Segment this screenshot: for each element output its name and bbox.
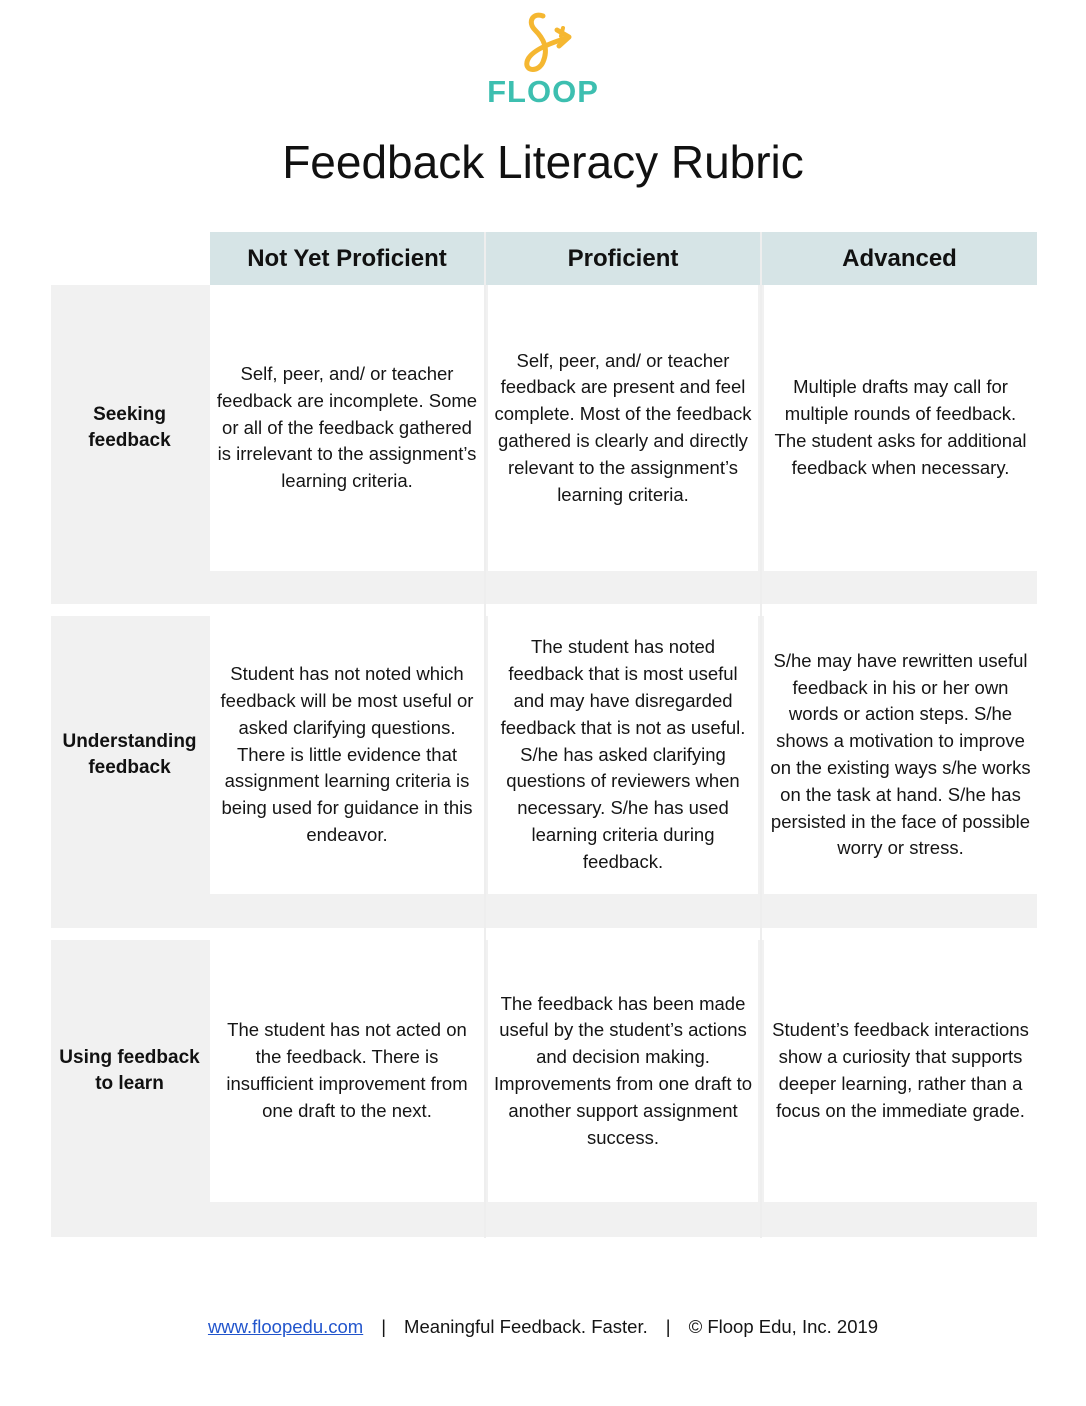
page-title: Feedback Literacy Rubric [282, 136, 804, 188]
footer-tagline: Meaningful Feedback. Faster. [404, 1316, 648, 1337]
column-header-not-yet-proficient: Not Yet Proficient [210, 232, 484, 285]
row-label-seeking-feedback: Seeking feedback [88, 404, 171, 451]
footer-copyright: © Floop Edu, Inc. 2019 [688, 1316, 879, 1337]
footer-separator: | [665, 1316, 671, 1337]
cell-seeking-not-yet-proficient: Self, peer, and/ or teacher feedback are incomplete. Some or all of the feedback gathered is irrelevant to the assignment’s learning criteria. [210, 285, 484, 571]
cell-understanding-not-yet-proficient: Student has not noted which feedback will be most useful or asked clarifying questions. There is little evidence that assignment learning criteria is being used for guidance in this endeavor. [210, 616, 484, 894]
website-link[interactable]: www.floopedu.com [207, 1316, 364, 1337]
cell-seeking-advanced: Multiple drafts may call for multiple rounds of feedback. The student asks for additional feedback when necessary. [764, 285, 1037, 571]
cell-seeking-proficient: Self, peer, and/ or teacher feedback are present and feel complete. Most of the feedback gathered is clearly and directly relevant to the assignment’s learning criteria. [488, 285, 758, 571]
row-label-understanding-feedback: Understanding feedback [62, 731, 197, 778]
row-label-using-feedback-to-learn: Using feedback to learn [59, 1047, 200, 1094]
cell-using-proficient: The feedback has been made useful by the student’s actions and decision making. Improvements from one draft to another support assignment success. [488, 940, 758, 1202]
footer-separator: | [381, 1316, 387, 1337]
column-header-proficient: Proficient [486, 232, 760, 285]
brand-name: FLOOP [487, 74, 599, 109]
floop-swirl-arrow-icon [503, 8, 583, 78]
column-header-advanced: Advanced [762, 232, 1037, 285]
floop-logo [0, 8, 1086, 110]
footer [0, 1316, 1086, 1338]
cell-using-advanced: Student’s feedback interactions show a curiosity that supports deeper learning, rather than a focus on the immediate grade. [764, 940, 1037, 1202]
column-divider [484, 232, 486, 1238]
cell-understanding-advanced: S/he may have rewritten useful feedback in his or her own words or action steps. S/he shows a motivation to improve on the existing ways s/he works on the task at hand. S/he has persisted in the face of possible worry or stress. [764, 616, 1037, 894]
cell-using-not-yet-proficient: The student has not acted on the feedback. There is insufficient improvement from one draft to the next. [210, 940, 484, 1202]
cell-understanding-proficient: The student has noted feedback that is most useful and may have disregarded feedback that is not as useful. S/he has asked clarifying questions of reviewers when necessary. S/he has used learning criteria during feedback. [488, 616, 758, 894]
column-divider [760, 232, 762, 1238]
